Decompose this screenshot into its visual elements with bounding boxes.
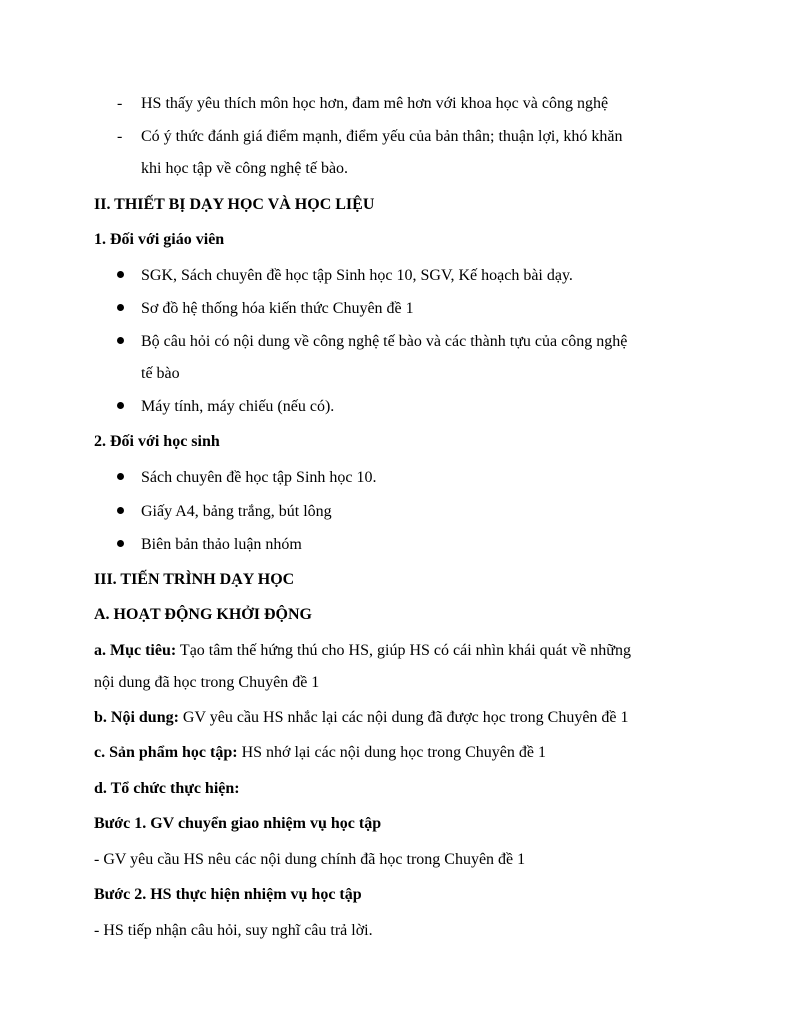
dash-item-continuation: khi học tập về công nghệ tế bào. [141, 160, 349, 177]
bullet-item: Giấy A4, bảng trắng, bút lông [141, 503, 332, 520]
bullet-item-continuation: tế bào [141, 365, 180, 382]
step-heading: Bước 2. HS thực hiện nhiệm vụ học tập [94, 886, 362, 903]
section-heading: II. THIẾT BỊ DẠY HỌC VÀ HỌC LIỆU [94, 196, 375, 213]
org-heading: d. Tổ chức thực hiện: [94, 780, 240, 797]
bullet-icon [117, 507, 124, 514]
bullet-icon [117, 402, 124, 409]
content-paragraph [94, 708, 629, 728]
product-paragraph [94, 743, 546, 763]
step-text: - GV yêu cầu HS nêu các nội dung chính đã học trong Chuyên đề 1 [94, 851, 526, 868]
bullet-item: SGK, Sách chuyên đề học tập Sinh học 10, SGV, Kế hoạch bài dạy. [141, 267, 573, 284]
bullet-item: Sơ đồ hệ thống hóa kiến thức Chuyên đề 1 [141, 300, 414, 317]
subsection-heading: 2. Đối với học sinh [94, 433, 220, 450]
section-heading: III. TIẾN TRÌNH DẠY HỌC [94, 571, 295, 588]
subsection-heading: 1. Đối với giáo viên [94, 231, 225, 248]
bullet-icon [117, 271, 124, 278]
bullet-icon [117, 473, 124, 480]
goal-label: a. Mục tiêu: [94, 642, 177, 659]
bullet-icon [117, 337, 124, 344]
product-label: c. Sản phẩm học tập: [94, 744, 238, 761]
dash-marker: - [117, 128, 123, 145]
step-text: - HS tiếp nhận câu hỏi, suy nghĩ câu trả lời. [94, 922, 373, 939]
bullet-item: Sách chuyên đề học tập Sinh học 10. [141, 469, 377, 486]
bullet-item: Máy tính, máy chiếu (nếu có). [141, 398, 335, 415]
bullet-item: Bộ câu hỏi có nội dung về công nghệ tế bào và các thành tựu của công nghệ [141, 333, 628, 350]
goal-text: Tạo tâm thế hứng thú cho HS, giúp HS có cái nhìn khái quát về những [176, 642, 631, 659]
content-label: b. Nội dung: [94, 709, 179, 726]
dash-item: Có ý thức đánh giá điểm mạnh, điểm yếu của bản thân; thuận lợi, khó khăn [141, 128, 623, 145]
dash-marker: - [117, 95, 123, 112]
goal-paragraph-continuation: nội dung đã học trong Chuyên đề 1 [94, 674, 320, 691]
bullet-icon [117, 540, 124, 547]
activity-heading: A. HOẠT ĐỘNG KHỞI ĐỘNG [94, 606, 312, 623]
bullet-item: Biên bản thảo luận nhóm [141, 536, 302, 553]
bullet-icon [117, 304, 124, 311]
goal-paragraph [94, 641, 631, 661]
product-text: HS nhớ lại các nội dung học trong Chuyên đề 1 [237, 744, 546, 761]
dash-item: HS thấy yêu thích môn học hơn, đam mê hơn với khoa học và công nghệ [141, 95, 609, 112]
step-heading: Bước 1. GV chuyển giao nhiệm vụ học tập [94, 815, 382, 832]
content-text: GV yêu cầu HS nhắc lại các nội dung đã được học trong Chuyên đề 1 [178, 709, 629, 726]
